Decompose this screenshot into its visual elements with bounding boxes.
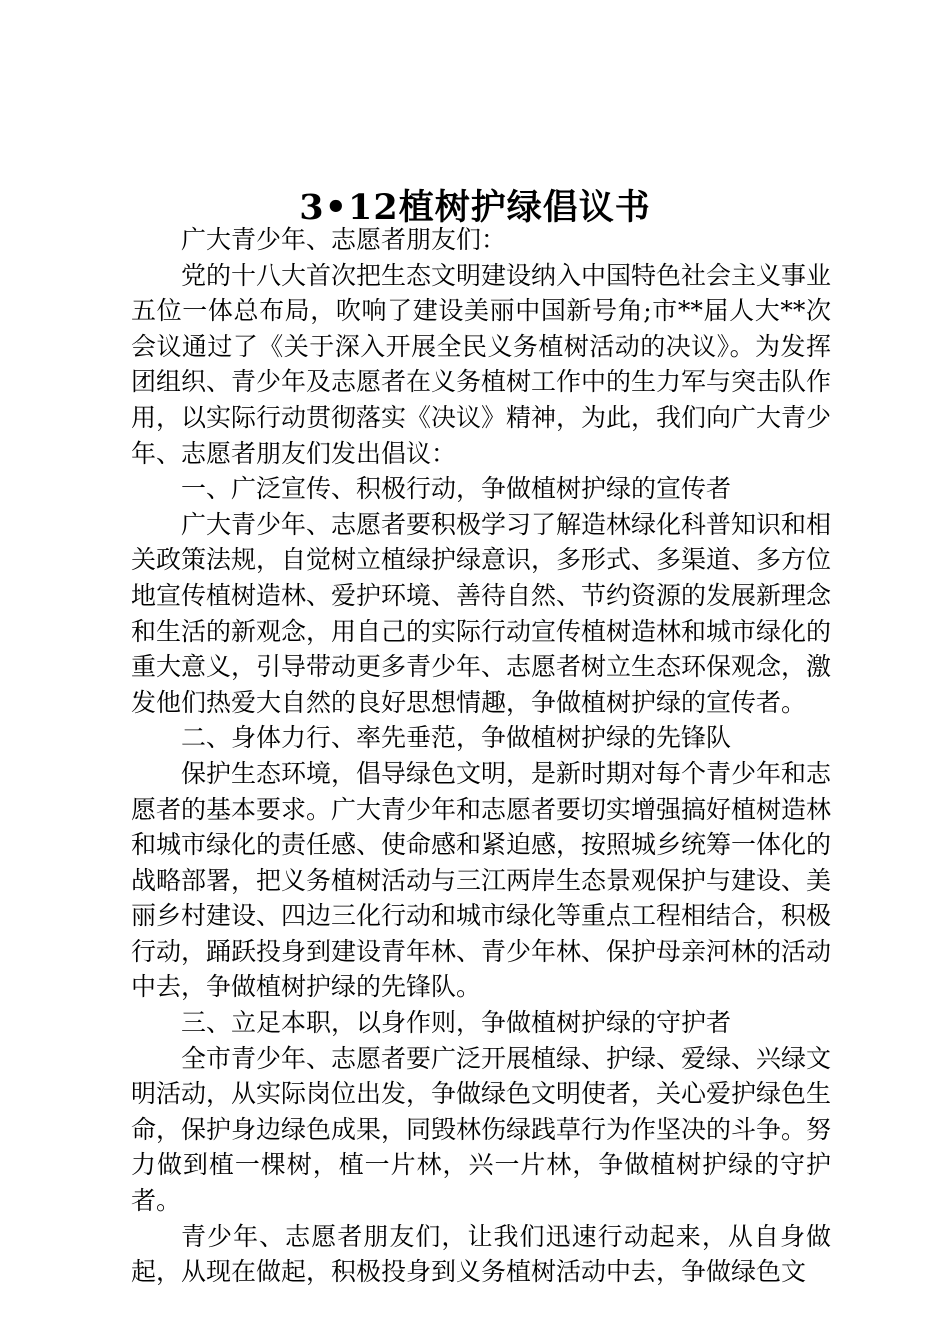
section-heading-3: 三、立足本职，以身作则，争做植树护绿的守护者 (181, 1008, 732, 1038)
document-body (131, 222, 831, 1290)
paragraph-section-3: 全市青少年、志愿者要广泛开展植绿、护绿、爱绿、兴绿文明活动，从实际岗位出发，争做绿色文明使者，关心爱护绿色生命，保护身边绿色成果，同毁林伤绿践草行为作坚决的斗争。努力做到植一棵树，植一片林，兴一片林，争做植树护绿的守护者。 (131, 1043, 832, 1216)
section-heading-2: 二、身体力行、率先垂范，争做植树护绿的先锋队 (181, 723, 732, 753)
paragraph-closing: 青少年、志愿者朋友们，让我们迅速行动起来，从自身做起，从现在做起，积极投身到义务植树活动中去，争做绿色文 (131, 1221, 831, 1287)
section-heading-1: 一、广泛宣传、积极行动，争做植树护绿的宣传者 (181, 474, 732, 504)
paragraph-intro: 党的十八大首次把生态文明建设纳入中国特色社会主义事业五位一体总布局，吹响了建设美丽中国新号角;市**届人大**次会议通过了《关于深入开展全民义务植树活动的决议》。为发挥团组织、青少年及志愿者在义务植树工作中的生力军与突击队作用，以实际行动贯彻落实《决议》精神，为此，我们向广大青少年、志愿者朋友们发出倡议： (131, 260, 832, 468)
paragraph-section-2: 保护生态环境，倡导绿色文明，是新时期对每个青少年和志愿者的基本要求。广大青少年和志愿者要切实增强搞好植树造林和城市绿化的责任感、使命感和紧迫感，按照城乡统筹一体化的战略部署，把义务植树活动与三江两岸生态景观保护与建设、美丽乡村建设、四边三化行动和城市绿化等重点工程相结合，积极行动，踊跃投身到建设青年林、青少年林、保护母亲河林的活动中去，争做植树护绿的先锋队。 (131, 758, 832, 1002)
paragraph-section-1: 广大青少年、志愿者要积极学习了解造林绿化科普知识和相关政策法规，自觉树立植绿护绿意识，多形式、多渠道、多方位地宣传植树造林、爱护环境、善待自然、节约资源的发展新理念和生活的新观念，用自己的实际行动宣传植树造林和城市绿化的重大意义，引导带动更多青少年、志愿者树立生态环保观念，激发他们热爱大自然的良好思想情趣，争做植树护绿的宣传者。 (131, 509, 832, 717)
document-title: 3•12植树护绿倡议书 (299, 187, 651, 228)
salutation: 广大青少年、志愿者朋友们： (181, 225, 507, 254)
